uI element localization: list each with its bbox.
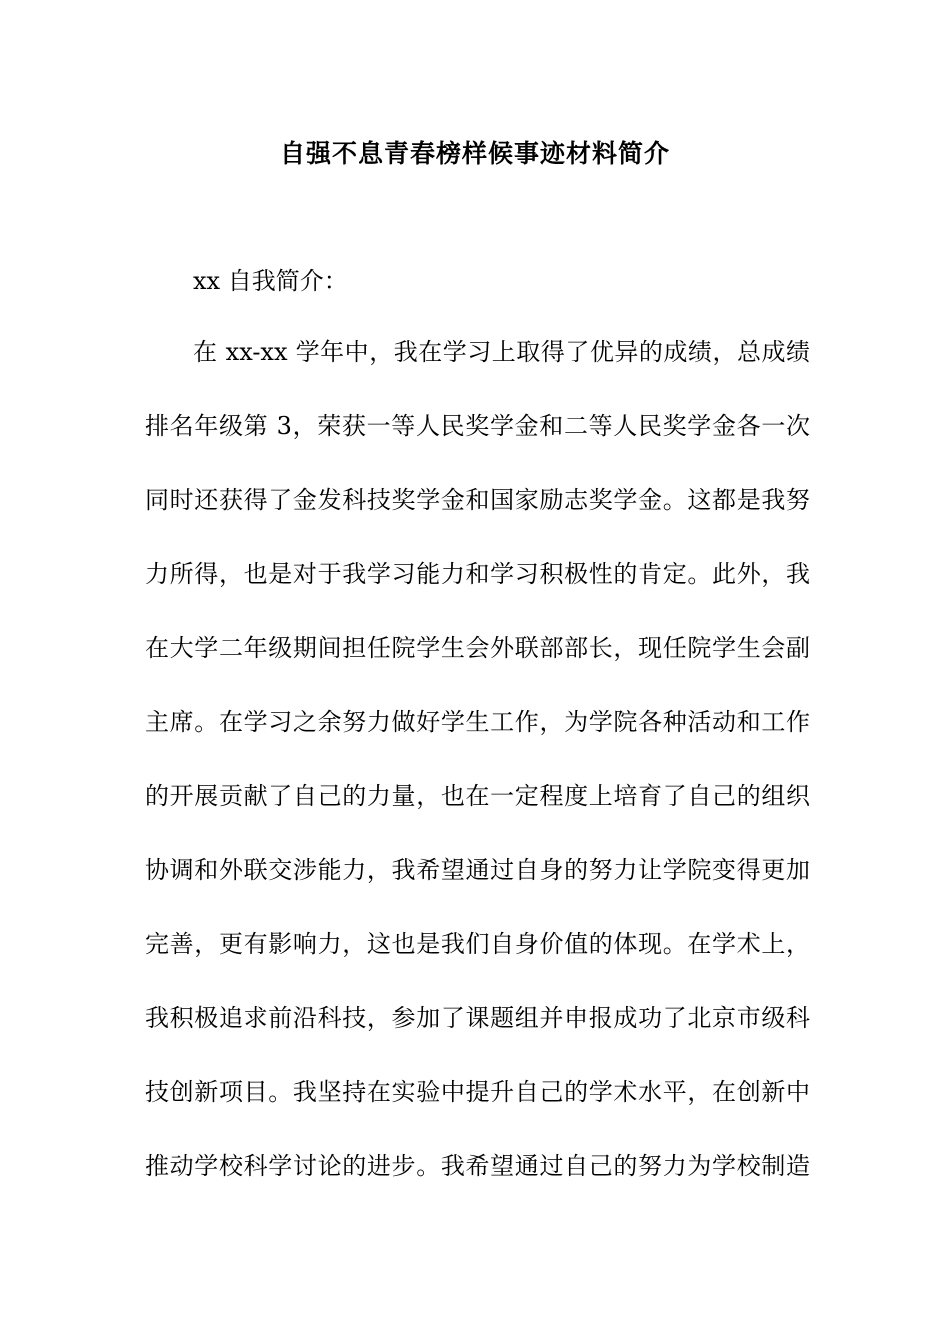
body-line: 在 xx-xx 学年中，我在学习上取得了优异的成绩，总成绩: [193, 338, 810, 366]
body-line: 力所得，也是对于我学习能力和学习积极性的肯定。此外，我: [145, 560, 810, 588]
body-line: 同时还获得了金发科技奖学金和国家励志奖学金。这都是我努: [145, 486, 810, 514]
body-line: 完善，更有影响力，这也是我们自身价值的体现。在学术上，: [145, 930, 810, 958]
document-title: 自强不息青春榜样候事迹材料简介: [279, 139, 670, 168]
body-line: 推动学校科学讨论的进步。我希望通过自己的努力为学校制造: [145, 1152, 810, 1180]
body-line: 协调和外联交涉能力，我希望通过自身的努力让学院变得更加: [145, 856, 810, 884]
section-heading: xx 自我简介：: [193, 267, 348, 295]
body-line: 排名年级第 3，荣获一等人民奖学金和二等人民奖学金各一次: [145, 412, 810, 440]
body-line: 技创新项目。我坚持在实验中提升自己的学术水平，在创新中: [145, 1078, 810, 1106]
body-line: 我积极追求前沿科技，参加了课题组并申报成功了北京市级科: [145, 1004, 810, 1032]
body-line: 主席。在学习之余努力做好学生工作，为学院各种活动和工作: [145, 708, 810, 736]
body-line: 在大学二年级期间担任院学生会外联部部长，现任院学生会副: [145, 634, 810, 662]
body-line: 的开展贡献了自己的力量，也在一定程度上培育了自己的组织: [145, 782, 810, 810]
